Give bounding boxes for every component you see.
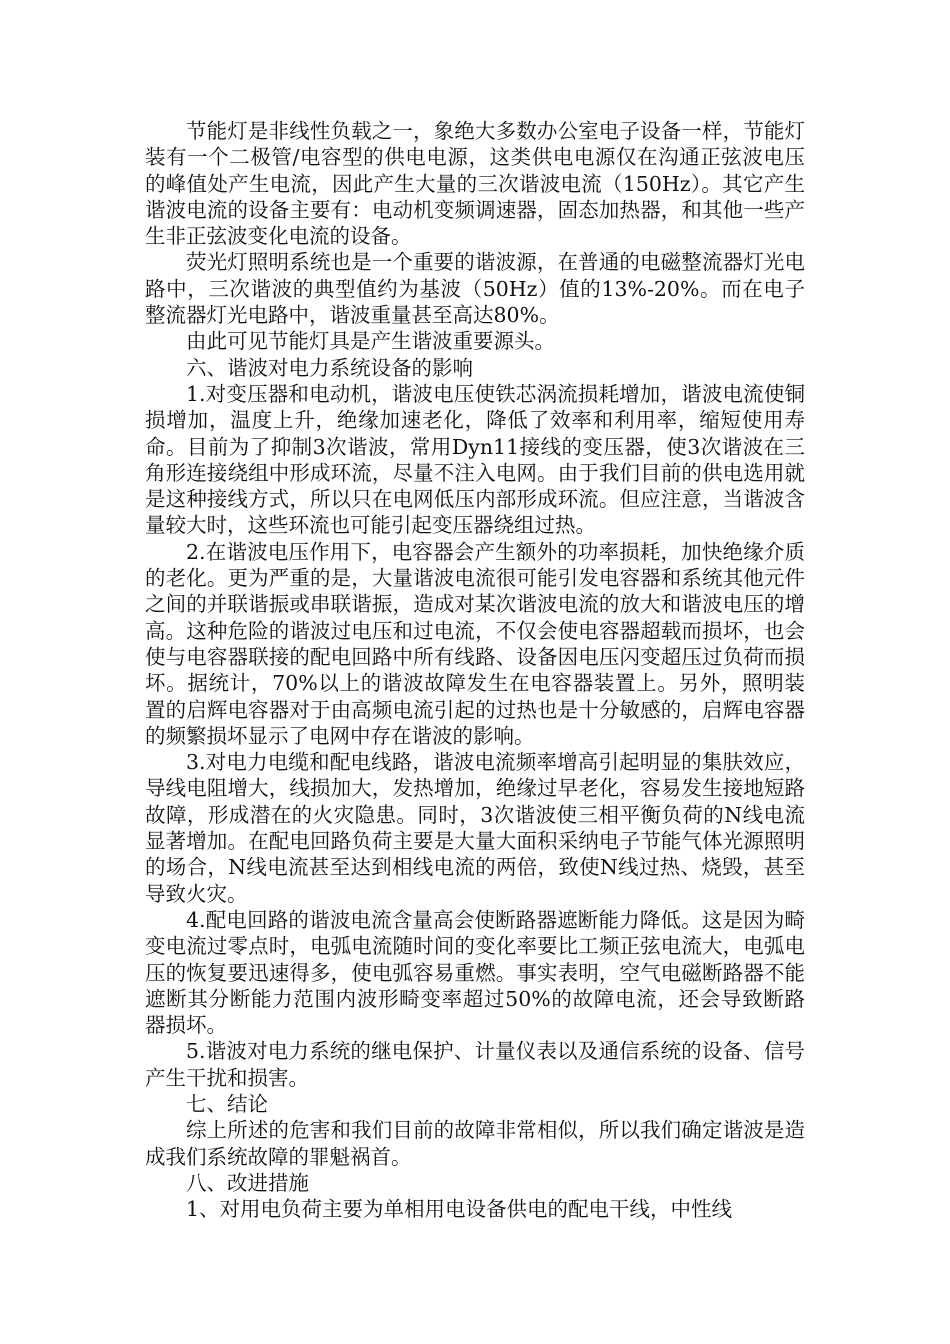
paragraph-harmonic-source: 由此可见节能灯具是产生谐波重要源头。 <box>186 329 555 354</box>
paragraph-item-4-breaker: 4.配电回路的谐波电流含量高会使断路器遮断能力降低。这是因为畸变电流过零点时，电弧电流随时间的变化率要比工频正弦电流大，电弧电压的恢复要迅速得多，使电弧容易重燃。事实表明，空气电磁断路器不能遮断其分断能力范围内波形畸变率超过50%的故障电流，还会导致断路器损坏。 <box>145 907 805 1038</box>
paragraph-measure-1: 1、对用电负荷主要为单相用电设备供电的配电干线，中性线 <box>186 1197 733 1222</box>
paragraph-conclusion: 综上所述的危害和我们目前的故障非常相似，所以我们确定谐波是造成我们系统故障的罪魁祸首。 <box>145 1118 805 1169</box>
section-heading-7: 七、结论 <box>186 1091 268 1116</box>
document-body <box>145 118 805 1222</box>
paragraph-item-5-interference: 5.谐波对电力系统的继电保护、计量仪表以及通信系统的设备、信号产生干扰和损害。 <box>145 1039 805 1090</box>
section-heading-6: 六、谐波对电力系统设备的影响 <box>186 355 473 380</box>
section-heading-8: 八、改进措施 <box>186 1170 309 1195</box>
paragraph-fluorescent-harmonics: 荧光灯照明系统也是一个重要的谐波源，在普通的电磁整流器灯光电路中，三次谐波的典型值约为基波（50Hz）值的13%-20%。而在电子整流器灯光电路中，谐波重量甚至高达80%。 <box>145 250 805 328</box>
paragraph-item-1-transformer: 1.对变压器和电动机，谐波电压使铁芯涡流损耗增加，谐波电流使铜损增加，温度上升，绝缘加速老化，降低了效率和利用率，缩短使用寿命。目前为了抑制3次谐波，常用Dyn11接线的变压器，使3次谐波在三角形连接绕组中形成环流，尽量不注入电网。由于我们目前的供电选用就是这种接线方式，所以只在电网低压内部形成环流。但应注意，当谐波含量较大时，这些环流也可能引起变压器绕组过热。 <box>145 381 805 538</box>
paragraph-item-3-cable: 3.对电力电缆和配电线路，谐波电流频率增高引起明显的集肤效应，导线电阻增大，线损加大，发热增加，绝缘过早老化，容易发生接地短路故障，形成潜在的火灾隐患。同时，3次谐波使三相平衡负荷的N线电流显著增加。在配电回路负荷主要是大量大面积采纳电子节能气体光源照明的场合，N线电流甚至达到相线电流的两倍，致使N线过热、烧毁，甚至导致火灾。 <box>145 750 805 906</box>
paragraph-item-2-capacitor: 2.在谐波电压作用下，电容器会产生额外的功率损耗，加快绝缘介质的老化。更为严重的是，大量谐波电流很可能引发电容器和系统其他元件之间的并联谐振或串联谐振，造成对某次谐波电流的放大和谐波电压的增高。这种危险的谐波过电压和过电流，不仅会使电容器超载而损坏，也会使与电容器联接的配电回路中所有线路、设备因电压闪变超压过负荷而损坏。据统计，70%以上的谐波故障发生在电容器装置上。另外，照明装置的启辉电容器对于由高频电流引起的过热也是十分敏感的，启辉电容器的频繁损坏显示了电网中存在谐波的影响。 <box>145 539 805 748</box>
paragraph-cfl-nonlinear-load: 节能灯是非线性负载之一，象绝大多数办公室电子设备一样，节能灯装有一个二极管/电容型的供电电源，这类供电电源仅在沟通正弦波电压的峰值处产生电流，因此产生大量的三次谐波电流（150Hz）。其它产生谐波电流的设备主要有：电动机变频调速器，固态加热器，和其他一些产生非正弦波变化电流的设备。 <box>145 119 805 249</box>
